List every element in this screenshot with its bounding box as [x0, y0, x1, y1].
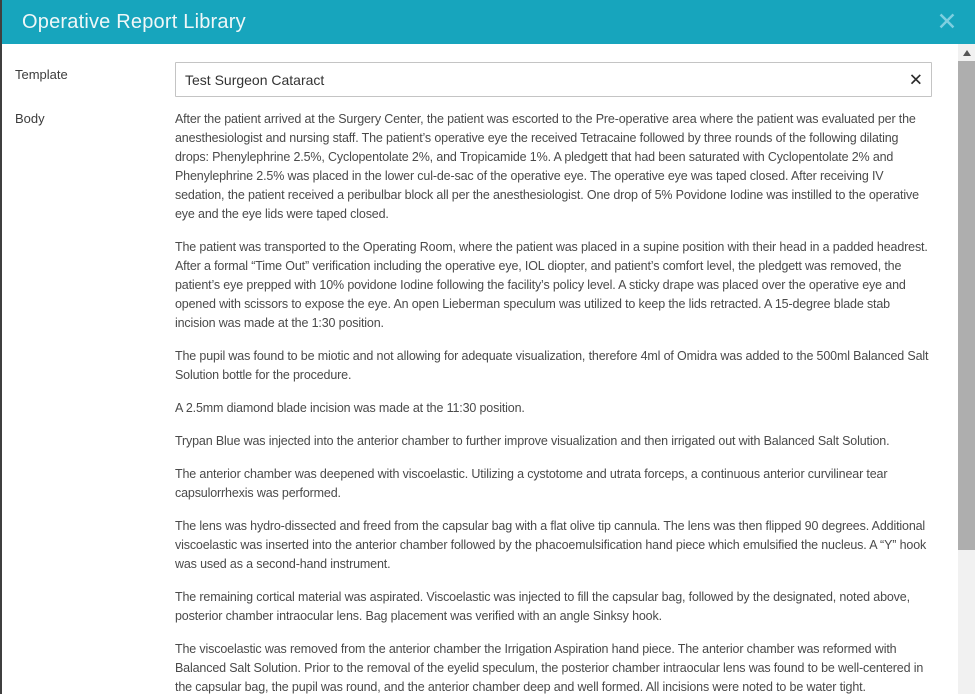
- body-paragraph: Trypan Blue was injected into the anterior chamber to further improve visualization and then irrigated out with Balanced Salt Solution.: [175, 434, 890, 448]
- template-row: [15, 62, 945, 97]
- body-paragraph: A 2.5mm diamond blade incision was made at the 11:30 position.: [175, 401, 525, 415]
- scroll-up-button[interactable]: [958, 44, 975, 61]
- body-paragraph: The remaining cortical material was aspirated. Viscoelastic was injected to fill the capsular bag, followed by the designated, noted above, posterior chamber intraocular lens. Bag placement was verified with an angle Sinksy hook.: [175, 590, 910, 623]
- template-input[interactable]: [175, 62, 932, 97]
- vertical-scrollbar[interactable]: [958, 44, 975, 694]
- body-paragraph: After the patient arrived at the Surgery Center, the patient was escorted to the Pre-operative area where the patient was evaluated per the anesthesiologist and nursing staff. The patient’s operative eye the received Tetracaine followed by three rounds of the following dilating drops: Phenylephrine 2.5%, Cyclopentolate 2%, and Tropicamide 1%. A pledgett that had been saturated with Cyclopentolate 2% and Phenylephrine 2.5% was placed in the lower cul-de-sac of the operative eye. The operative eye was taped closed. After receiving IV sedation, the patient received a peribulbar block all per the anesthesiologist. One drop of 5% Povidone Iodine was instilled to the operative eye and the eye lids were taped closed.: [175, 112, 919, 221]
- template-label: Template: [15, 67, 68, 82]
- body-label: Body: [15, 111, 45, 126]
- body-paragraph: The patient was transported to the Operating Room, where the patient was placed in a supine position with their head in a padded headrest. After a formal “Time Out” verification including the operative eye, IOL diopter, and patient’s comfort level, the pledgett was removed, the patient’s eye prepped with 10% povidone Iodine following the facility’s policy level. A sticky drape was placed over the operative eye and opened with scissors to expose the eye. An open Lieberman speculum was utilized to keep the lids retracted. A 15-degree blade stab incision was made at the 1:30 position.: [175, 240, 928, 330]
- body-row: [15, 106, 945, 694]
- body-paragraph: The pupil was found to be miotic and not allowing for adequate visualization, therefore 4ml of Omidra was added to the 500ml Balanced Salt Solution bottle for the procedure.: [175, 349, 929, 382]
- body-text: [175, 106, 932, 694]
- body-paragraph: The lens was hydro-dissected and freed from the capsular bag with a flat olive tip cannula. The lens was then flipped 90 degrees. Additional viscoelastic was inserted into the anterior chamber followed by the phacoemulsification hand piece which emulsified the nucleus. A “Y” hook was used as a second-hand instrument.: [175, 519, 927, 571]
- body-paragraph: The viscoelastic was removed from the anterior chamber the Irrigation Aspiration hand piece. The anterior chamber was reformed with Balanced Salt Solution. Prior to the removal of the eyelid speculum, the posterior chamber intraocular lens was found to be well-centered in the capsular bag, the pupil was round, and the anterior chamber deep and well formed. All incisions were noted to be water tight.: [175, 642, 924, 694]
- dialog-titlebar: [2, 0, 975, 44]
- dialog-title: Operative Report Library: [22, 10, 246, 33]
- scrollbar-thumb[interactable]: [958, 61, 975, 550]
- body-paragraph: The anterior chamber was deepened with viscoelastic. Utilizing a cystotome and utrata forceps, a continuous anterior curvilinear tear capsulorrhexis was performed.: [175, 467, 888, 500]
- template-input-wrap: [175, 62, 932, 97]
- clear-input-icon[interactable]: ✕: [908, 70, 923, 89]
- scroll-up-arrow-icon: [963, 50, 971, 56]
- close-icon[interactable]: ✕: [936, 8, 958, 36]
- dialog-content: [2, 44, 958, 694]
